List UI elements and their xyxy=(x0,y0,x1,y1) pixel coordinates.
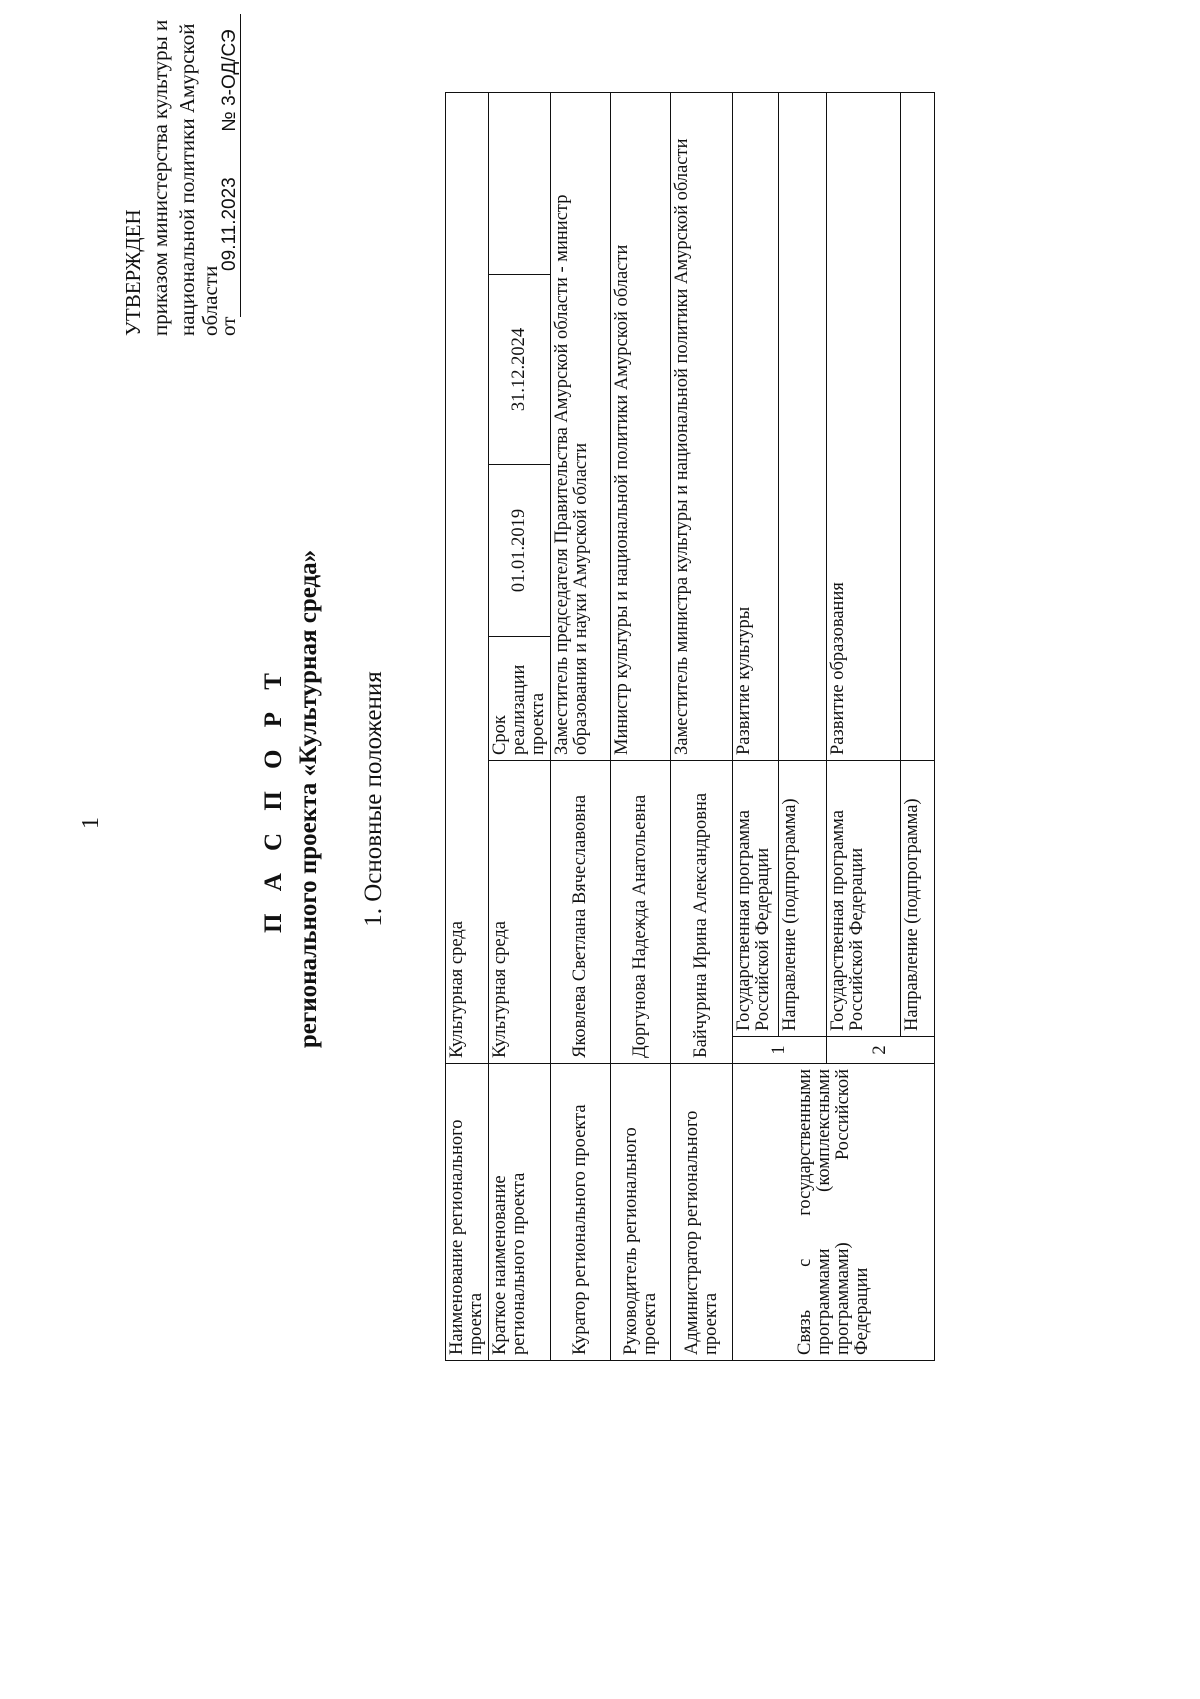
section-title: 1. Основные положения xyxy=(360,671,387,927)
row-label: Наименование регионального проекта xyxy=(446,1064,489,1361)
document-subtitle: регионального проекта «Культурная среда» xyxy=(295,549,322,1049)
table-row xyxy=(446,92,489,1360)
direction-value xyxy=(779,92,827,760)
approval-date-prefix: от xyxy=(216,316,240,336)
empty-cell xyxy=(489,92,551,274)
approval-number: № 3-ОД/СЭ xyxy=(220,14,241,132)
program-label xyxy=(733,761,779,1037)
table-row xyxy=(551,92,611,1360)
direction-label: Направление (подпрограмма) xyxy=(901,761,935,1037)
approval-line-1: приказом министерства культуры и xyxy=(148,19,172,336)
curator-name: Яковлева Светлана Вячеславовна xyxy=(551,761,611,1064)
short-name: Культурная среда xyxy=(489,761,551,1064)
document-title: П А С П О Р Т xyxy=(260,665,287,933)
table-row xyxy=(733,92,779,1360)
curator-role: Заместитель председателя Правительства Амурской области - министр образования и науки Амурской области xyxy=(551,92,611,760)
table-row xyxy=(671,92,733,1360)
table-row xyxy=(489,92,551,1360)
passport-table xyxy=(445,92,935,1361)
term-label: Срок реализации проекта xyxy=(489,637,551,761)
project-name: Культурная среда xyxy=(446,92,489,1063)
program-number: 2 xyxy=(827,1037,935,1064)
row-label: Куратор регионального проекта xyxy=(551,1064,611,1361)
admin-role: Заместитель министра культуры и национальной политики Амурской области xyxy=(671,92,733,760)
program-label xyxy=(827,761,901,1037)
direction-value xyxy=(901,92,935,760)
approval-date: 09.11.2023 xyxy=(220,132,241,317)
approval-heading: УТВЕРЖДЕН xyxy=(121,209,145,336)
direction-label: Направление (подпрограмма) xyxy=(779,761,827,1037)
approval-date-line xyxy=(216,29,241,336)
page-number: 1 xyxy=(78,817,104,829)
program-number: 1 xyxy=(733,1037,827,1064)
program-label-text: Государственная программа Российской Федерации xyxy=(734,810,773,1031)
row-label: Руководитель регионального проекта xyxy=(611,1064,671,1361)
program-name: Развитие образования xyxy=(827,92,901,760)
program-name: Развитие культуры xyxy=(733,92,779,760)
programs-link-label: Связь с государственными программами (комплексными программами) Российской Федерации xyxy=(733,1064,935,1361)
row-label: Краткое наименование регионального проекта xyxy=(489,1064,551,1361)
table-row xyxy=(611,92,671,1360)
program-label-text: Государственная программа Российской Федерации xyxy=(828,810,867,1031)
approval-line-2: национальной политики Амурской xyxy=(175,23,199,336)
end-date: 31.12.2024 xyxy=(489,275,551,465)
row-label: Администратор регионального проекта xyxy=(671,1064,733,1361)
approval-line-3: области xyxy=(198,265,222,336)
start-date: 01.01.2019 xyxy=(489,465,551,637)
head-role: Министр культуры и национальной политики Амурской области xyxy=(611,92,671,760)
admin-name: Байчурина Ирина Александровна xyxy=(671,761,733,1064)
head-name: Доргунова Надежда Анатольевна xyxy=(611,761,671,1064)
approval-stamp xyxy=(120,19,241,336)
